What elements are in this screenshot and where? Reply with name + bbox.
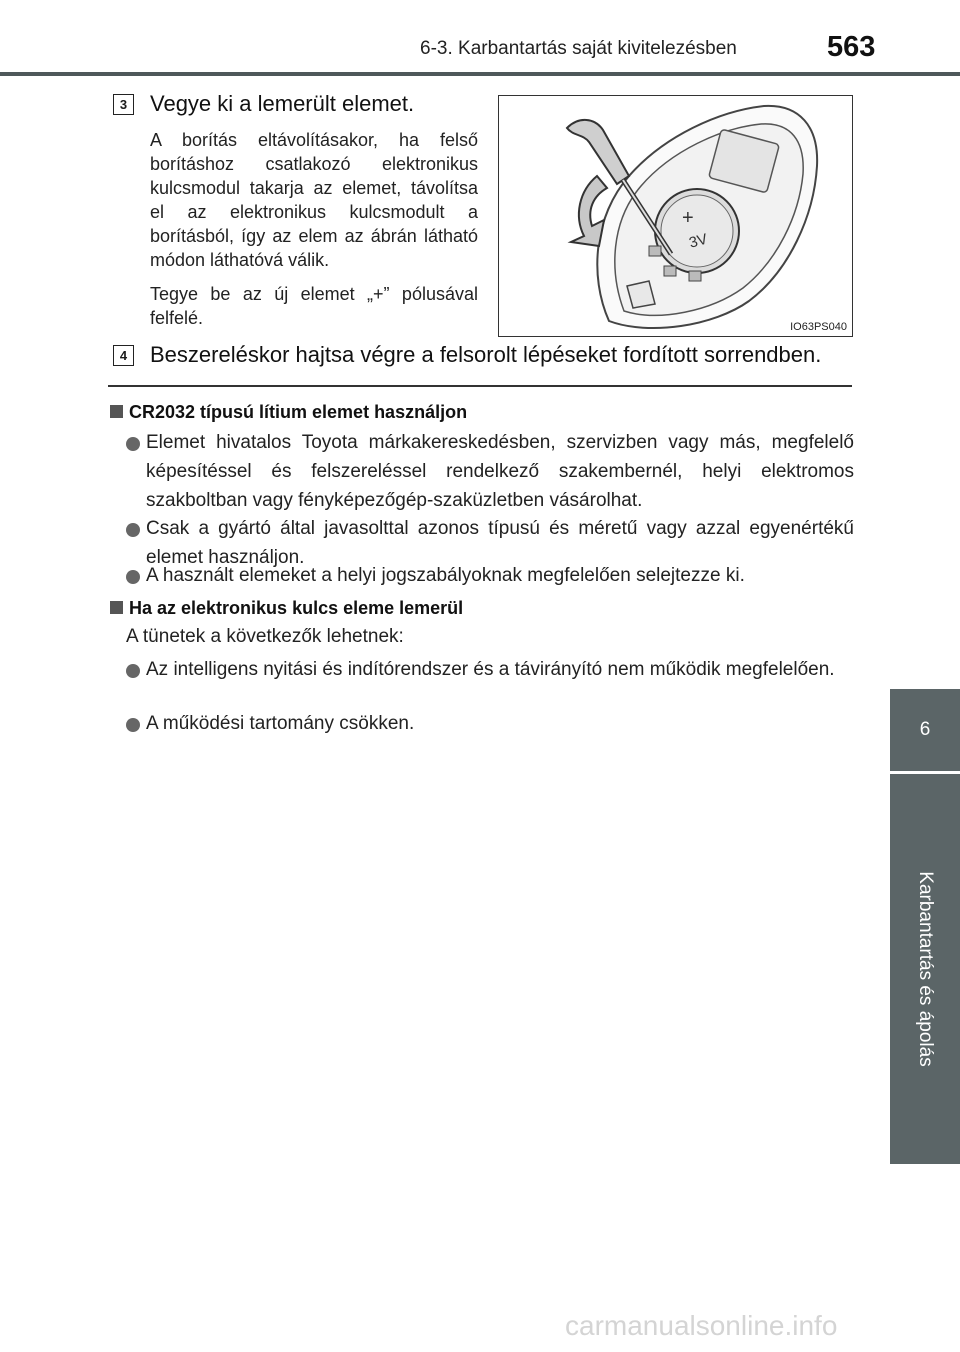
heading-square-icon [110,601,123,614]
section-heading-text: Ha az elektronikus kulcs eleme lemerül [129,598,464,618]
chapter-tab-label: Karbantartás és ápolás [915,871,936,1067]
figure-code: IO63PS040 [790,321,847,333]
bullet-icon [126,523,140,537]
section-divider [108,385,852,387]
bullet-text: Az intelligens nyitási és indítórendszer és a távirányító nem működik megfelelően. [146,659,835,680]
key-battery-figure [498,95,853,337]
bullet-text: A használt elemeket a helyi jogszabályoknak megfelelően selejtezze ki. [146,565,745,586]
step-number-box: 4 [113,345,134,366]
chapter-tab-number: 6 [890,689,960,771]
section-heading [110,402,467,423]
battery-plus-label: + [682,207,694,229]
bullet-text: Csak a gyártó által javasolttal azonos típusú és méretű vagy azzal egyenértékű elemet használjon. [146,518,854,568]
watermark: carmanualsonline.info [565,1310,838,1341]
bullet-icon [126,664,140,678]
key-battery-illustration [499,96,852,336]
step-number-box: 3 [113,94,134,115]
step-paragraph: A borítás eltávolításakor, ha felső borításhoz csatlakozó elektronikus kulcsmodul takarja az elemet, távolítsa el az elektronikus kulcsmodult a borításból, így az elem az ábrán látható módon láthatóvá válik. [150,130,478,270]
bullet-icon [126,718,140,732]
section-heading-text: CR2032 típusú lítium elemet használjon [129,402,468,422]
step-paragraph: Tegye be az új elemet „+” pólusával felfelé. [150,284,478,328]
bullet-text: Elemet hivatalos Toyota márkakereskedésben, szervizben vagy más, megfelelő képesítéssel és felszereléssel rendelkező szakembernél, helyi elektromos szakboltban vagy fényképezőgép-szaküzletben vásárolhat. [146,432,854,511]
heading-square-icon [110,405,123,418]
step-title: Vegye ki a lemerült elemet. [150,91,415,116]
battery-voltage-label: 3V [687,230,710,252]
rotate-arrow-icon [571,176,607,246]
chapter-tab [890,774,960,1164]
bullet-icon [126,437,140,451]
header-rule [0,72,960,76]
bullet-text: A működési tartomány csökken. [146,713,415,734]
step-title: Beszereléskor hajtsa végre a felsorolt lépéseket fordított sorrendben. [150,342,822,367]
section-heading [110,598,463,619]
section-intro: A tünetek a következők lehetnek: [126,626,404,647]
running-header-title: 6-3. Karbantartás saját kivitelezésben [420,38,737,59]
page-number: 563 [827,31,876,63]
bullet-icon [126,570,140,584]
